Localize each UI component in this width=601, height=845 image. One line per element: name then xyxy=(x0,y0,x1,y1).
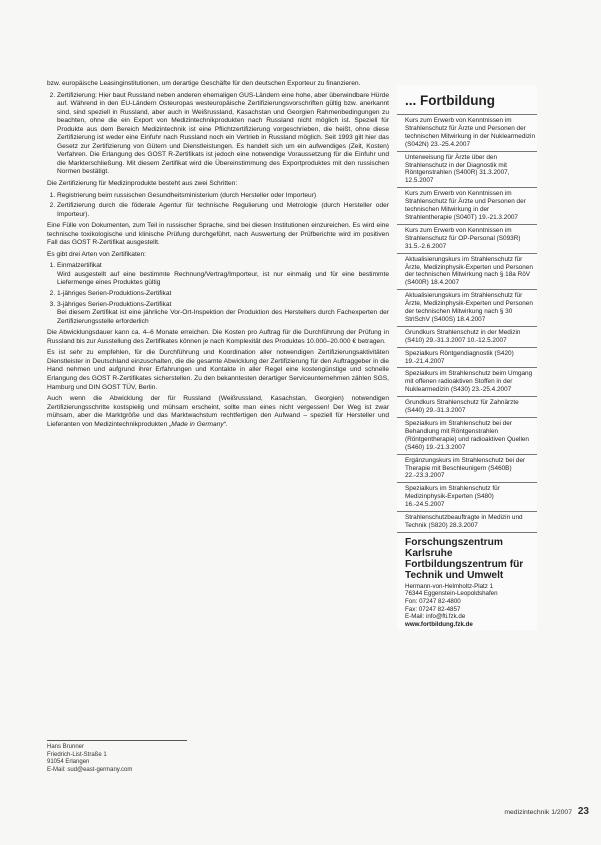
article-body xyxy=(47,80,389,432)
list-item: 2. Zertifizierung: Hier baut Russland neben anderen ehemaligen GUS-Ländern eine hohe, aber überwindbare Hürde auf. Während in den EU-Ländern Osteuropas westeuropäische Zertifizierungsvorschriften gültig bzw. anerkannt sind, sind speziell in Russland, aber auch in Weißrussland, Kasachstan und Georgien Rahmenbedingungen zu beachten, ohne die ein Export von Medizintechnikprodukten nach Russland nicht möglich ist. Speziell für Produkte aus dem Bereich Medizintechnik ist eine Pflichtzertifizierung vorgeschrieben, die heißt, ohne diese Zertifizierung ist weder eine Einfuhr nach Russland noch ein Vertrieb in Russland möglich. Seit 1993 gilt hier das Gesetz zur Zertifizierung von Gütern und Dienstleistungen. Es handelt sich um ein aufwendiges (Zeit, Kosten) Verfahren. Die Erlangung des GOST R-Zertifikats ist jedoch eine notwendige Voraussetzung für die Einfuhr und die Markterschließung. Mit diesem Zertifikat wird die Übereinstimmung des Exportproduktes mit den russischen Normen bestätigt. xyxy=(57,92,389,177)
organization-address xyxy=(405,583,535,629)
course-entry: Spezialkurs im Strahlenschutz beim Umgang mit offenen radioaktiven Stoffen in der Nuklearmedizin (S430) 23.-25.4.2007 xyxy=(397,367,537,396)
page-footer xyxy=(504,806,589,817)
course-entry: Spezialkurs im Strahlenschutz bei der Behandlung mit Röntgenstrahlen (Röntgentherapie) und radioaktiven Quellen (S460) 19.-21.3.2007 xyxy=(397,417,537,454)
organization-block xyxy=(397,532,537,631)
course-entry: Aktualisierungskurs im Strahlenschutz für Ärzte, Medizinphysik-Experten und Personen der technischen Mitwirkung nach § 30 StrlSchV (S400S) 18.4.2007 xyxy=(397,289,537,326)
certificate-title: Einmalzertifikat xyxy=(57,262,102,270)
certificate-text: Bei diesem Zertifikat ist eine jährliche Vor-Ort-Inspektion der Produktion des Herstellers durch Fachexperten der Zertifizierungsstelle erforderlich xyxy=(57,309,389,325)
paragraph-text: Auch wenn die Abwicklung der für Russland (Weißrussland, Kasachstan, Georgien) notwendigen Zertifizierungsschritte kostspielig und mühsam erscheint, sollte man eines nicht vergessen! Der Weg ist zwar mühsam, aber die Marktgröße und das Marktwachstum rechtfertigen den Aufwand – speziell für Hersteller und Lieferanten von Medizintechnikprodukten xyxy=(47,395,389,428)
author-email: E-Mail: sud@east-germany.com xyxy=(47,766,133,773)
list-steps xyxy=(47,92,389,177)
course-entry: Aktualisierungskurs im Strahlenschutz für Ärzte, Medizinphysik-Experten und Personen der technischen Mitwirkung nach § 18a RöV (S400R) 18.4.2007 xyxy=(397,253,537,290)
org-fax: Fax: 07247 82-4857 xyxy=(405,605,461,613)
org-website-link[interactable]: www.fortbildung.fzk.de xyxy=(405,620,473,628)
course-entry: Spezialkurs im Strahlenschutz für Medizinphysik-Experten (S480) 16.-24.5.2007 xyxy=(397,482,537,511)
author-city: 91054 Erlangen xyxy=(47,759,90,766)
list-registration xyxy=(47,192,389,220)
org-email: E-Mail: info@fti.fzk.de xyxy=(405,613,466,621)
org-city: 76344 Eggenstein-Leopoldshafen xyxy=(405,590,498,598)
author-address xyxy=(47,740,187,774)
organization-title: Forschungszentrum Karlsruhe Fortbildungszentrum für Technik und Umwelt xyxy=(405,536,524,581)
author-street: Friedrich-List-Straße 1 xyxy=(47,751,107,758)
paragraph: Es gibt drei Arten von Zertifikaten: xyxy=(47,250,146,258)
paragraph: Die Zertifizierung für Medizinprodukte besteht aus zwei Schritten: xyxy=(47,180,238,188)
course-entry: Kurs zum Erwerb von Kenntnissen im Strahlenschutz für OP-Personal (S093R) 31.5.-2.6.2007 xyxy=(397,224,537,253)
paragraph: Eine Fülle von Dokumenten, zum Teil in russischer Sprache, sind bei diesen Institutionen einzureichen. Es wird eine technische toxikologische und klinische Prüfung durchgeführt, nach Auswertung der Prüfberichte wird im positiven Fall das GOST R-Zertifikat ausgestellt. xyxy=(47,222,389,247)
course-entry: Ergänzungskurs im Strahlenschutz bei der Therapie mit Beschleunigern (S460B) 22.-23.3.2007 xyxy=(397,454,537,483)
paragraph xyxy=(47,395,389,429)
made-in-germany: „Made in Germany“. xyxy=(169,420,228,428)
certificate-title: 3-jähriges Serien-Produktions-Zertifikat xyxy=(57,300,172,308)
list-item xyxy=(57,301,389,327)
sidebar-training xyxy=(397,85,537,630)
course-entry: Kurs zum Erwerb von Kenntnissen im Strahlenschutz für Ärzte und Personen der technischen Mitwirkung in der Nuklearmedizin (S042N) 23.-25.4.2007 xyxy=(397,114,537,151)
org-street: Hermann-von-Helmholtz-Platz 1 xyxy=(405,582,494,590)
course-entry: Grundkurs Strahlenschutz in der Medizin (S410) 29.-31.3.2007 10.-12.5.2007 xyxy=(397,326,537,347)
org-phone: Fon: 07247 82-4800 xyxy=(405,598,461,606)
course-entry: Grundkurs Strahlenschutz für Zahnärzte (S440) 29.-31.3.2007 xyxy=(397,396,537,417)
sidebar-title: ... Fortbildung xyxy=(405,93,495,108)
list-item: 1. Registrierung beim russischen Gesundheitsministerium (durch Hersteller oder Importeur) xyxy=(57,192,389,201)
paragraph: bzw. europäische Leasinginstitutionen, um derartige Geschäfte für den deutschen Exporteur zu finanzieren. xyxy=(47,80,361,87)
course-entry: Strahlenschutzbeauftragte in Medizin und Technik (S820) 28.3.2007 xyxy=(397,511,537,532)
certificate-title: 1-jähriges Serien-Produktions-Zertifikat xyxy=(57,290,172,298)
paragraph: Die Abwicklungsdauer kann ca. 4–6 Monate erreichen. Die Kosten pro Auftrag für die Durchführung der Prüfung in Russland bis zur Ausstellung des Zertifikates können je nach Komplexität des Produktes 10.000–20.000 € betragen. xyxy=(47,329,389,345)
list-certificates xyxy=(47,262,389,326)
list-item xyxy=(57,262,389,288)
list-item xyxy=(57,290,389,299)
course-entry: Spezialkurs Röntgendiagnostik (S420) 19.-21.4.2007 xyxy=(397,347,537,368)
list-item: 2. Zertifizierung durch die föderale Agentur für technische Regulierung und Metrologie (durch Hersteller oder Importeur). xyxy=(57,202,389,219)
author-name: Hans Brunner xyxy=(47,744,85,750)
journal-name: medizintechnik 1/2007 xyxy=(504,809,572,816)
certificate-text: Wird ausgestellt auf eine bestimmte Rechnung/Vertrag/Importeur, ist nur einmalig und für eine bestimmte Liefermenge eines Produktes gültig xyxy=(57,270,389,287)
course-entry: Unterweisung für Ärzte über den Strahlenschutz in der Diagnostik mit Röntgenstrahlen (S400R) 31.3.2007, 12.5.2007 xyxy=(397,151,537,188)
course-entry: Kurs zum Erwerb von Kenntnissen im Strahlenschutz für Ärzte und Personen der technischen Mitwirkung in der Strahlentherapie (S040T) 19.-21.3.2007 xyxy=(397,187,537,224)
page-number: 23 xyxy=(577,806,589,817)
paragraph: Es ist sehr zu empfehlen, für die Durchführung und Koordination aller notwendigen Zertifizierungsaktivitäten Dienstleister in Deutschland einzuschalten, die die gesamte Abwicklung der Zertifizierung für den Auftraggeber in die Hand nehmen und aufgrund ihrer Erfahrungen und Kontakte in aller Regel eine kostengünstige und schnelle Erlangung des GOST R-Zertifikates sicherstellen. Zu den bekanntesten derartiger Serviceunternehmen zählen SGS, Hamburg und DIN GOST TÜV, Berlin. xyxy=(47,349,389,391)
